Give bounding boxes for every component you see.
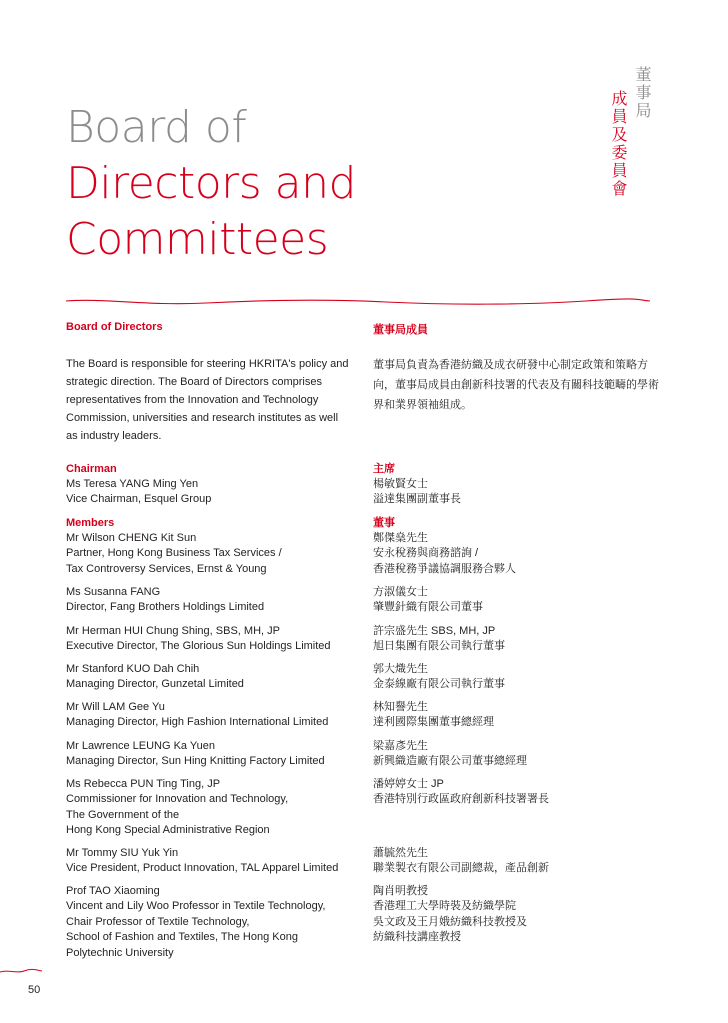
intro-paragraph-en: The Board is responsible for steering HKRITA's policy and strategic direction. The Board of Directors comprises representatives from the Innovation and Technology Commission, universities and research institutes as well as industry leaders. — [66, 358, 349, 442]
entry-line: Commissioner for Innovation and Technology, — [66, 793, 289, 806]
entry-line: 香港理工大學時裝及紡織學院 — [373, 900, 516, 913]
entry-line: Chair Professor of Textile Technology, — [66, 915, 250, 928]
members-label-zh: 董事 — [373, 517, 395, 529]
entry-line: 紡織科技講座教授 — [373, 931, 461, 944]
entry-line: Vice President, Product Innovation, TAL Apparel Limited — [66, 862, 339, 875]
member-entry-zh — [373, 884, 527, 946]
vertical-title-red: 成員及委員會 — [609, 90, 628, 198]
title-line-3: Committees — [66, 214, 329, 265]
entry-line: Ms Susanna FANG — [66, 586, 161, 598]
section-heading-zh: 董事局成員 — [373, 324, 428, 336]
member-entry-zh — [373, 846, 549, 877]
member-entry-zh — [373, 662, 505, 693]
entry-line: 潘婷婷女士 JP — [373, 778, 444, 790]
member-entry-en — [66, 846, 338, 877]
vertical-title-grey: 董事局 — [633, 66, 652, 120]
entry-line: School of Fashion and Textiles, The Hong Kong — [66, 931, 298, 944]
member-entry-zh — [373, 777, 549, 808]
entry-line: 許宗盛先生 SBS, MH, JP — [373, 625, 496, 637]
member-entry-en — [66, 884, 325, 961]
members-label-en: Members — [66, 517, 115, 529]
member-entry-zh — [373, 624, 505, 655]
entry-line: 郭大熾先生 — [373, 663, 428, 675]
chairman-entry-en — [66, 477, 211, 508]
title-line-2: Directors and — [66, 158, 356, 209]
member-entry-en — [66, 585, 264, 616]
entry-line: 蕭毓然先生 — [373, 847, 428, 859]
page-title — [66, 100, 356, 268]
entry-line: 陶肖明教授 — [373, 885, 428, 897]
divider-wave — [66, 294, 650, 308]
entry-line: 方淑儀女士 — [373, 586, 428, 598]
entry-line: Managing Director, Gunzetal Limited — [66, 678, 244, 691]
chairman-label-zh: 主席 — [373, 463, 395, 475]
member-entry-zh — [373, 531, 516, 577]
entry-line: 安永稅務與商務諮詢 / — [373, 547, 479, 560]
entry-line: 溢達集團副董事長 — [373, 493, 461, 506]
entry-line: The Government of the — [66, 808, 180, 821]
member-entry-en — [66, 739, 325, 770]
entry-line: 旭日集團有限公司執行董事 — [373, 640, 505, 653]
member-entry-en — [66, 777, 288, 839]
entry-line: Director, Fang Brothers Holdings Limited — [66, 601, 265, 614]
page-number: 50 — [28, 984, 41, 996]
entry-line: Mr Lawrence LEUNG Ka Yuen — [66, 740, 215, 752]
entry-line: Mr Stanford KUO Dah Chih — [66, 663, 200, 675]
entry-line: Executive Director, The Glorious Sun Holdings Limited — [66, 640, 331, 653]
footer-wave — [0, 966, 42, 976]
section-heading-en: Board of Directors — [66, 321, 163, 333]
member-entry-zh — [373, 585, 483, 616]
member-entry-zh — [373, 739, 527, 770]
entry-line: Hong Kong Special Administrative Region — [66, 824, 270, 837]
entry-line: Vincent and Lily Woo Professor in Textile Technology, — [66, 900, 326, 913]
entry-line: Partner, Hong Kong Business Tax Services / — [66, 547, 282, 560]
entry-line: 香港特別行政區政府創新科技署署長 — [373, 793, 549, 806]
entry-line: 吳文政及王月娥紡織科技教授及 — [373, 915, 527, 928]
chairman-entry-zh — [373, 477, 461, 508]
member-entry-en — [66, 624, 331, 655]
entry-line: 林知譽先生 — [373, 701, 428, 713]
entry-line: 聯業製衣有限公司副總裁，產品創新 — [373, 862, 549, 875]
entry-line: Mr Tommy SIU Yuk Yin — [66, 847, 179, 859]
entry-line: 達利國際集團董事總經理 — [373, 716, 494, 729]
entry-line: Mr Herman HUI Chung Shing, SBS, MH, JP — [66, 625, 280, 637]
entry-line: Ms Rebecca PUN Ting Ting, JP — [66, 778, 221, 790]
entry-line: 金泰線廠有限公司執行董事 — [373, 678, 505, 691]
entry-line: Ms Teresa YANG Ming Yen — [66, 478, 199, 490]
entry-line: Prof TAO Xiaoming — [66, 885, 160, 897]
entry-line: 鄭傑燊先生 — [373, 532, 428, 544]
entry-line: Tax Controversy Services, Ernst & Young — [66, 562, 267, 575]
entry-line: Managing Director, Sun Hing Knitting Factory Limited — [66, 755, 325, 768]
entry-line: Polytechnic University — [66, 946, 174, 959]
entry-line: 香港稅務爭議協調服務合夥人 — [373, 562, 516, 575]
member-entry-en — [66, 700, 328, 731]
entry-line: 新興織造廠有限公司董事總經理 — [373, 755, 527, 768]
member-entry-zh — [373, 700, 494, 731]
member-entry-en — [66, 531, 282, 577]
entry-line: Mr Wilson CHENG Kit Sun — [66, 532, 197, 544]
entry-line: 楊敏賢女士 — [373, 478, 428, 490]
intro-paragraph-zh: 董事局負責為香港紡織及成衣研發中心制定政策和策略方向，董事局成員由創新科技署的代表及有關科技範疇的學術界和業界領袖組成。 — [373, 359, 659, 411]
title-line-1: Board of — [66, 102, 247, 153]
entry-line: Managing Director, High Fashion International Limited — [66, 716, 329, 729]
entry-line: 肇豐針織有限公司董事 — [373, 601, 483, 614]
chairman-label-en: Chairman — [66, 463, 117, 475]
entry-line: Vice Chairman, Esquel Group — [66, 493, 212, 506]
member-entry-en — [66, 662, 244, 693]
entry-line: Mr Will LAM Gee Yu — [66, 701, 165, 713]
entry-line: 梁嘉彥先生 — [373, 740, 428, 752]
